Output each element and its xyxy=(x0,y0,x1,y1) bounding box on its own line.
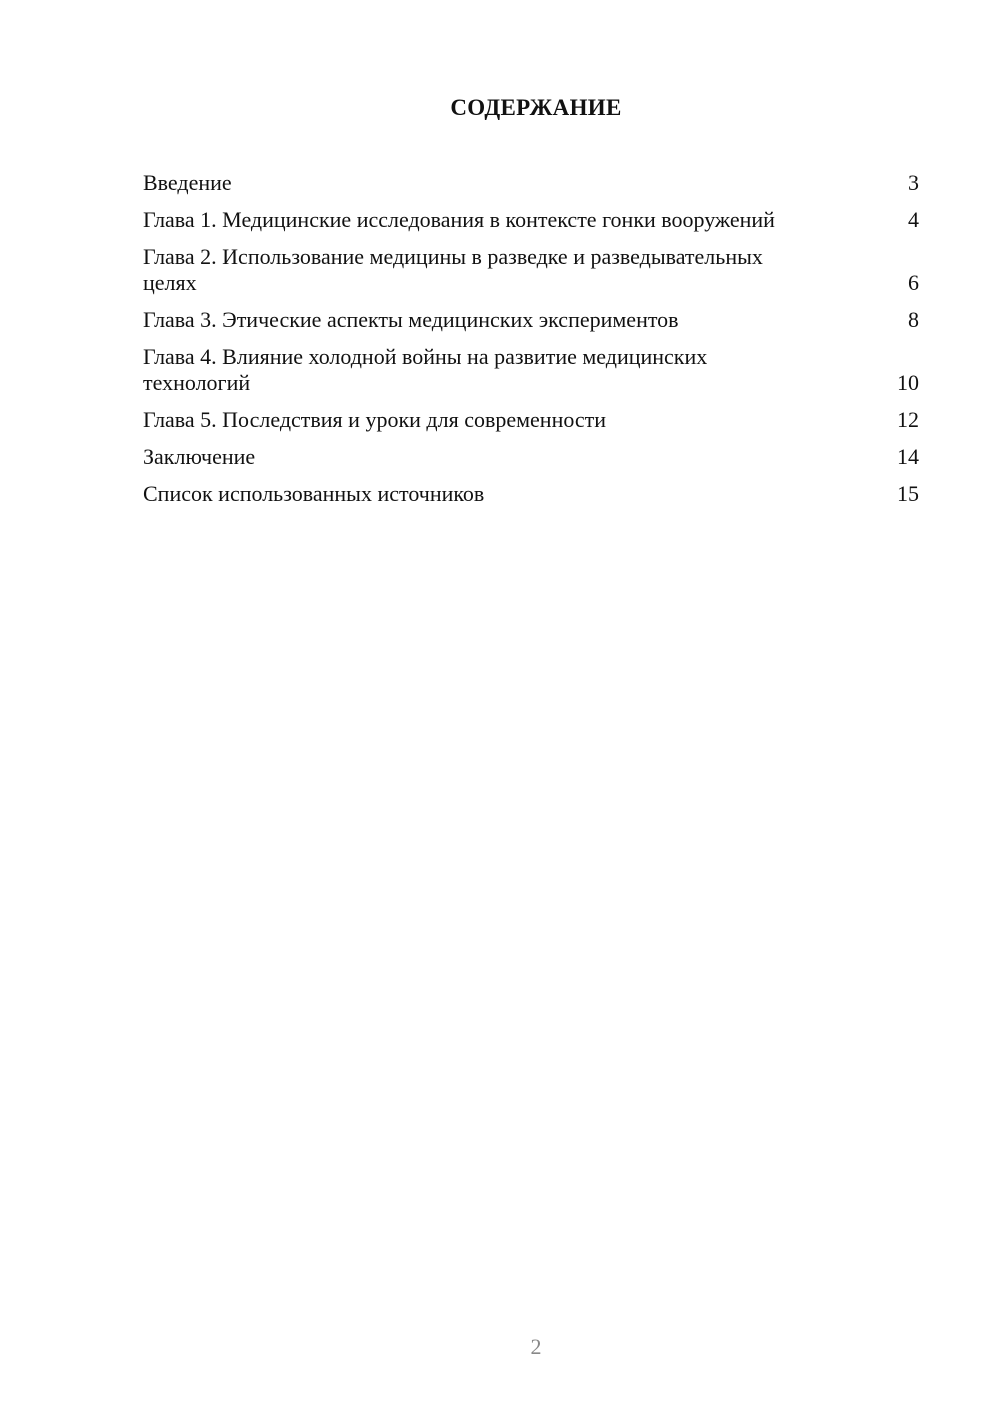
toc-entry-introduction xyxy=(143,170,919,196)
toc-entry-label: Заключение xyxy=(143,444,256,469)
toc-entry-conclusion xyxy=(143,444,919,470)
page-number: 2 xyxy=(530,1334,542,1359)
toc-entry-page: 6 xyxy=(908,270,919,295)
toc-entry-page: 15 xyxy=(897,481,919,506)
toc-entry-page: 3 xyxy=(908,170,919,195)
toc-entry-label: Глава 5. Последствия и уроки для современности xyxy=(143,407,607,432)
toc-entry-chapter-3 xyxy=(143,307,919,333)
toc-entry-label: Глава 1. Медицинские исследования в контексте гонки вооружений xyxy=(143,207,775,232)
toc-entry-references xyxy=(143,481,919,507)
toc-entry-label: Глава 3. Этические аспекты медицинских экспериментов xyxy=(143,307,679,332)
page-title: СОДЕРЖАНИЕ xyxy=(450,95,622,120)
toc-entry-page: 14 xyxy=(897,444,919,469)
toc-entry-label: Глава 2. Использование медицины в разведке и разведывательных целях xyxy=(143,244,763,295)
toc-entry-chapter-4 xyxy=(143,344,919,396)
toc-entry-page: 4 xyxy=(908,207,919,232)
toc-entry-chapter-2 xyxy=(143,244,919,296)
toc-entry-label: Глава 4. Влияние холодной войны на развитие медицинских технологий xyxy=(143,344,708,395)
toc-entry-chapter-5 xyxy=(143,407,919,433)
toc-entry-chapter-1 xyxy=(143,207,919,233)
toc-entry-page: 12 xyxy=(897,407,919,432)
table-of-contents xyxy=(143,170,919,518)
toc-entry-label: Введение xyxy=(143,170,232,195)
toc-entry-label: Список использованных источников xyxy=(143,481,485,506)
toc-entry-page: 8 xyxy=(908,307,919,332)
toc-entry-page: 10 xyxy=(897,370,919,395)
